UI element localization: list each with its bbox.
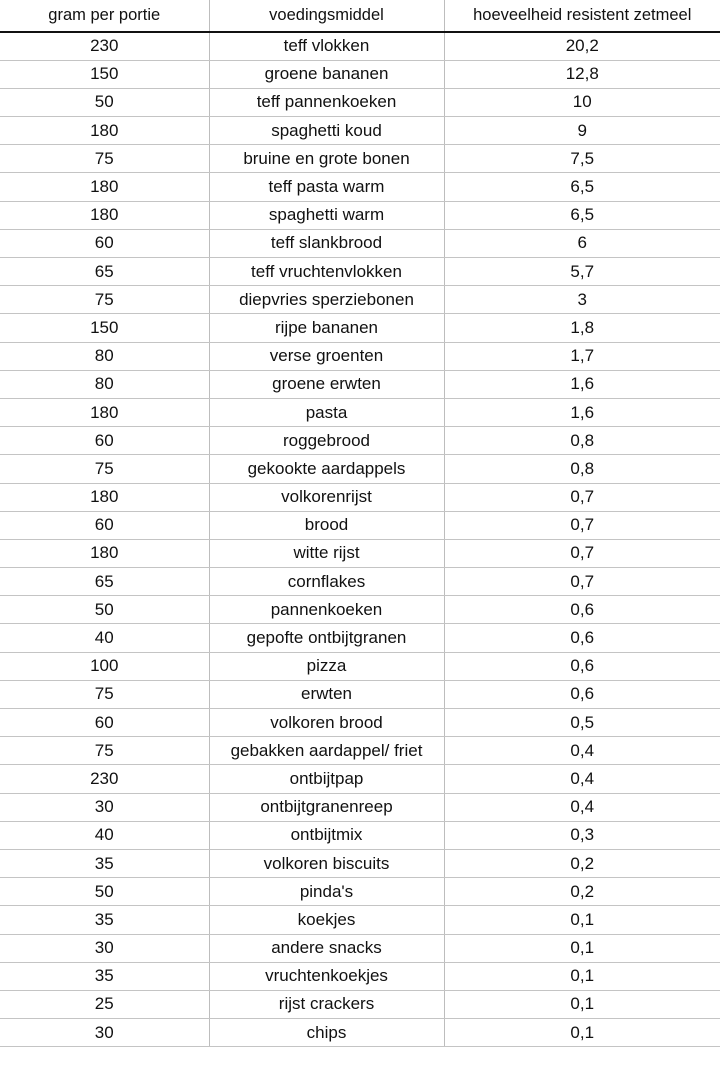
table-row <box>0 173 720 201</box>
table-row <box>0 878 720 906</box>
table-row <box>0 145 720 173</box>
table-row <box>0 455 720 483</box>
table-row <box>0 568 720 596</box>
starch-cell: 0,2 <box>444 849 720 877</box>
starch-cell: 0,7 <box>444 568 720 596</box>
gram-cell: 180 <box>0 483 209 511</box>
gram-cell: 40 <box>0 821 209 849</box>
gram-cell: 150 <box>0 60 209 88</box>
food-cell: erwten <box>209 680 444 708</box>
table-row <box>0 793 720 821</box>
header-row <box>0 0 720 32</box>
starch-cell: 0,1 <box>444 1019 720 1047</box>
table-row <box>0 680 720 708</box>
gram-cell: 60 <box>0 427 209 455</box>
gram-cell: 75 <box>0 680 209 708</box>
starch-cell: 1,6 <box>444 398 720 426</box>
starch-cell: 0,8 <box>444 455 720 483</box>
gram-cell: 60 <box>0 229 209 257</box>
food-cell: gepofte ontbijtgranen <box>209 624 444 652</box>
table-row <box>0 821 720 849</box>
gram-cell: 25 <box>0 990 209 1018</box>
table-row <box>0 511 720 539</box>
gram-cell: 35 <box>0 849 209 877</box>
food-cell: ontbijtpap <box>209 765 444 793</box>
table-row <box>0 483 720 511</box>
table-row <box>0 258 720 286</box>
table-row <box>0 709 720 737</box>
gram-cell: 80 <box>0 370 209 398</box>
starch-cell: 0,4 <box>444 793 720 821</box>
starch-cell: 0,1 <box>444 906 720 934</box>
starch-cell: 7,5 <box>444 145 720 173</box>
food-cell: teff pannenkoeken <box>209 88 444 116</box>
gram-cell: 80 <box>0 342 209 370</box>
gram-cell: 180 <box>0 398 209 426</box>
starch-cell: 0,6 <box>444 596 720 624</box>
table-row <box>0 370 720 398</box>
food-cell: chips <box>209 1019 444 1047</box>
starch-cell: 0,6 <box>444 652 720 680</box>
gram-cell: 30 <box>0 1019 209 1047</box>
header-hoeveelheid-resistent-zetmeel: hoeveelheid resistent zetmeel <box>444 0 720 32</box>
starch-cell: 0,6 <box>444 624 720 652</box>
food-cell: rijpe bananen <box>209 314 444 342</box>
table-header <box>0 0 720 32</box>
food-cell: gekookte aardappels <box>209 455 444 483</box>
starch-cell: 6 <box>444 229 720 257</box>
table-row <box>0 117 720 145</box>
starch-cell: 3 <box>444 286 720 314</box>
food-cell: cornflakes <box>209 568 444 596</box>
starch-cell: 1,7 <box>444 342 720 370</box>
table-row <box>0 60 720 88</box>
food-cell: gebakken aardappel/ friet <box>209 737 444 765</box>
gram-cell: 30 <box>0 934 209 962</box>
table-row <box>0 849 720 877</box>
food-cell: pizza <box>209 652 444 680</box>
food-cell: witte rijst <box>209 539 444 567</box>
starch-cell: 5,7 <box>444 258 720 286</box>
gram-cell: 75 <box>0 455 209 483</box>
gram-cell: 180 <box>0 117 209 145</box>
table-row <box>0 765 720 793</box>
starch-cell: 0,1 <box>444 934 720 962</box>
table-row <box>0 201 720 229</box>
gram-cell: 50 <box>0 596 209 624</box>
food-cell: volkoren brood <box>209 709 444 737</box>
food-cell: ontbijtgranenreep <box>209 793 444 821</box>
gram-cell: 50 <box>0 88 209 116</box>
starch-cell: 10 <box>444 88 720 116</box>
starch-cell: 20,2 <box>444 32 720 60</box>
table-body <box>0 32 720 1047</box>
starch-cell: 0,1 <box>444 962 720 990</box>
starch-cell: 0,3 <box>444 821 720 849</box>
food-cell: volkorenrijst <box>209 483 444 511</box>
starch-cell: 1,6 <box>444 370 720 398</box>
starch-cell: 6,5 <box>444 173 720 201</box>
table-row <box>0 88 720 116</box>
food-cell: roggebrood <box>209 427 444 455</box>
food-cell: ontbijtmix <box>209 821 444 849</box>
food-cell: pasta <box>209 398 444 426</box>
gram-cell: 60 <box>0 709 209 737</box>
gram-cell: 180 <box>0 201 209 229</box>
gram-cell: 230 <box>0 32 209 60</box>
food-cell: spaghetti koud <box>209 117 444 145</box>
table-row <box>0 229 720 257</box>
starch-cell: 0,7 <box>444 511 720 539</box>
table-row <box>0 962 720 990</box>
table-row <box>0 539 720 567</box>
table-row <box>0 906 720 934</box>
starch-cell: 0,5 <box>444 709 720 737</box>
gram-cell: 180 <box>0 539 209 567</box>
starch-cell: 0,8 <box>444 427 720 455</box>
gram-cell: 100 <box>0 652 209 680</box>
starch-cell: 0,4 <box>444 737 720 765</box>
starch-cell: 0,2 <box>444 878 720 906</box>
food-cell: teff pasta warm <box>209 173 444 201</box>
table-row <box>0 596 720 624</box>
food-cell: vruchtenkoekjes <box>209 962 444 990</box>
gram-cell: 75 <box>0 286 209 314</box>
starch-cell: 12,8 <box>444 60 720 88</box>
gram-cell: 180 <box>0 173 209 201</box>
table-row <box>0 934 720 962</box>
gram-cell: 65 <box>0 568 209 596</box>
header-gram-per-portie: gram per portie <box>0 0 209 32</box>
food-cell: bruine en grote bonen <box>209 145 444 173</box>
gram-cell: 150 <box>0 314 209 342</box>
gram-cell: 35 <box>0 906 209 934</box>
food-cell: andere snacks <box>209 934 444 962</box>
starch-cell: 1,8 <box>444 314 720 342</box>
food-cell: rijst crackers <box>209 990 444 1018</box>
food-cell: spaghetti warm <box>209 201 444 229</box>
gram-cell: 75 <box>0 145 209 173</box>
gram-cell: 230 <box>0 765 209 793</box>
starch-cell: 0,4 <box>444 765 720 793</box>
table-row <box>0 990 720 1018</box>
gram-cell: 40 <box>0 624 209 652</box>
gram-cell: 65 <box>0 258 209 286</box>
food-cell: koekjes <box>209 906 444 934</box>
food-cell: diepvries sperziebonen <box>209 286 444 314</box>
starch-cell: 6,5 <box>444 201 720 229</box>
table-row <box>0 286 720 314</box>
food-cell: brood <box>209 511 444 539</box>
starch-cell: 0,7 <box>444 539 720 567</box>
food-cell: teff vlokken <box>209 32 444 60</box>
table-row <box>0 427 720 455</box>
header-voedingsmiddel: voedingsmiddel <box>209 0 444 32</box>
food-cell: groene erwten <box>209 370 444 398</box>
food-cell: teff vruchtenvlokken <box>209 258 444 286</box>
food-cell: teff slankbrood <box>209 229 444 257</box>
starch-cell: 0,6 <box>444 680 720 708</box>
food-cell: verse groenten <box>209 342 444 370</box>
starch-cell: 9 <box>444 117 720 145</box>
table-row <box>0 652 720 680</box>
gram-cell: 60 <box>0 511 209 539</box>
food-cell: pinda's <box>209 878 444 906</box>
gram-cell: 30 <box>0 793 209 821</box>
food-cell: groene bananen <box>209 60 444 88</box>
table-row <box>0 398 720 426</box>
table-row <box>0 342 720 370</box>
table-row <box>0 32 720 60</box>
starch-cell: 0,1 <box>444 990 720 1018</box>
table-row <box>0 737 720 765</box>
food-cell: pannenkoeken <box>209 596 444 624</box>
starch-cell: 0,7 <box>444 483 720 511</box>
table-row <box>0 314 720 342</box>
gram-cell: 35 <box>0 962 209 990</box>
gram-cell: 75 <box>0 737 209 765</box>
gram-cell: 50 <box>0 878 209 906</box>
table-row <box>0 624 720 652</box>
food-cell: volkoren biscuits <box>209 849 444 877</box>
table-row <box>0 1019 720 1047</box>
